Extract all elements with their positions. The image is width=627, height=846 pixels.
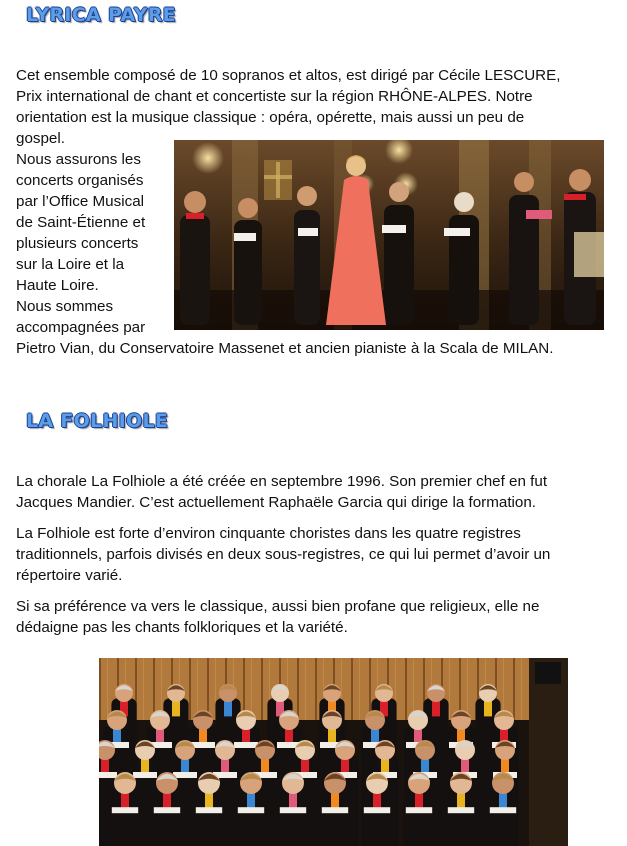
text-line: Nous assurons les <box>16 151 141 168</box>
text-line: dédaigne pas les chants folkloriques et la variété. <box>16 619 348 636</box>
text-line: sur la Loire et la <box>16 256 125 273</box>
folhiole-choir-photo <box>99 658 568 846</box>
text-line: Haute Loire. <box>16 277 99 294</box>
text-line: La Folhiole est forte d’environ cinquante choristes dans les quatre registres <box>16 525 521 542</box>
folhiole-paragraph-2 <box>16 523 616 586</box>
text-line: concerts organisés <box>16 172 144 189</box>
text-line: orientation est la musique classique : opéra, opérette, mais aussi un peu de <box>16 109 525 126</box>
text-line: Nous sommes <box>16 298 114 315</box>
text-line: gospel. <box>16 130 65 147</box>
text-line: traditionnels, parfois divisés en deux sous-registres, ce qui lui permet d’avoir un <box>16 546 551 563</box>
lyrica-side-paragraph <box>16 149 174 338</box>
text-line: La chorale La Folhiole a été créée en septembre 1996. Son premier chef en fut <box>16 473 548 490</box>
text-line: par l’Office Musical <box>16 193 145 210</box>
text-line: de Saint-Étienne et <box>16 214 146 231</box>
text-line: plusieurs concerts <box>16 235 139 252</box>
text-line: Prix international de chant et concertiste sur la région RHÔNE-ALPES. Notre <box>16 88 533 105</box>
text-line: Jacques Mandier. C’est actuellement Raphaële Garcia qui dirige la formation. <box>16 494 537 511</box>
section-title-lyrica-payre: LYRICA PAYRE <box>26 4 176 26</box>
folhiole-paragraph-3 <box>16 596 616 638</box>
text-line: répertoire varié. <box>16 567 123 584</box>
lyrica-closing-line: Pietro Vian, du Conservatoire Massenet et ancien pianiste à la Scala de MILAN. <box>16 340 554 357</box>
section-title-la-folhiole: LA FOLHIOLE <box>26 410 169 432</box>
text-line: Si sa préférence va vers le classique, aussi bien profane que religieux, elle ne <box>16 598 540 615</box>
text-line: Cet ensemble composé de 10 sopranos et altos, est dirigé par Cécile LESCURE, <box>16 67 561 84</box>
lyrica-intro-paragraph <box>16 65 616 149</box>
text-line: accompagnées par <box>16 319 146 336</box>
folhiole-paragraph-1 <box>16 471 616 513</box>
lyrica-concert-photo <box>174 140 604 330</box>
